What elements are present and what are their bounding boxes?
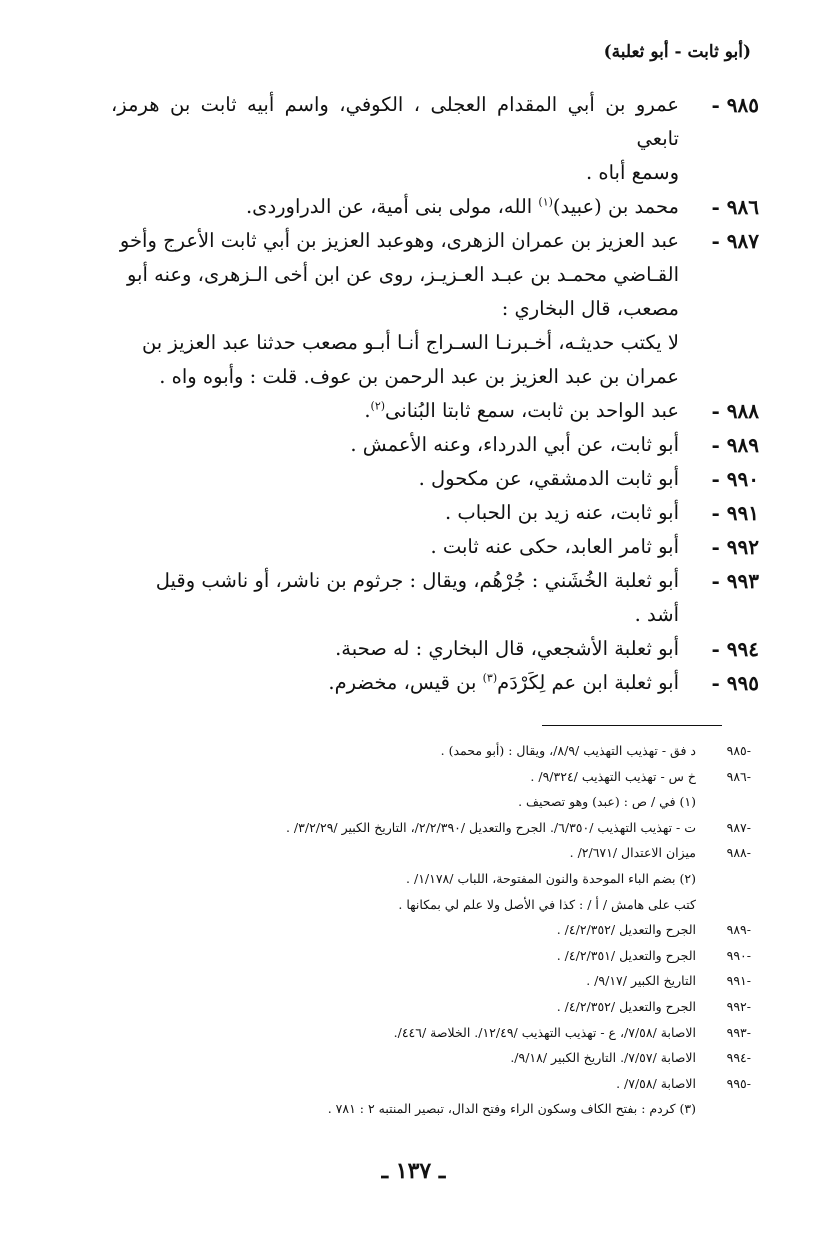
- entry: [111, 530, 759, 564]
- footnote: [71, 1096, 751, 1122]
- footnote: [71, 815, 751, 841]
- entry-number: ٩٨٦ -: [711, 195, 759, 219]
- footnote: [71, 892, 751, 918]
- entry-line-start: أبو ثعلبة ابن عم لِكَرْدَم: [497, 671, 679, 694]
- entry: [111, 224, 759, 394]
- footnote-text: (٢) بضم الباء الموحدة والنون المفتوحة، اللباب /١/١٧٨/ .: [406, 870, 696, 886]
- footnote-text: ت - تهذيب التهذيب /٦/٣٥٠/. الجرح والتعديل /٢/٢/٣٩٠/، التاريخ الكبير /٣/٢/٢٩/ .: [285, 819, 696, 835]
- footnote-divider: [542, 725, 722, 726]
- footnote: [71, 917, 751, 943]
- footnote-number: [696, 1096, 751, 1122]
- footnote-text: (١) في / ص : (عبد) وهو تصحيف .: [518, 794, 696, 810]
- entry: [111, 394, 759, 428]
- footnote: [71, 994, 751, 1020]
- footnote-marker: (٣): [482, 671, 498, 685]
- footnote-number: -٩٨٩: [726, 922, 751, 938]
- entry-text: [111, 564, 679, 632]
- footnote-number: -٩٩٣: [726, 1024, 751, 1040]
- footnote-text: الجرح والتعديل /٤/٢/٣٥٢/ .: [556, 922, 696, 938]
- entry-number: ٩٨٩ -: [711, 433, 759, 457]
- footnote-number: -٩٩٥: [726, 1075, 751, 1091]
- entries-list: [111, 88, 759, 700]
- footnote: [71, 840, 751, 866]
- entry-line: وسمع أباه .: [585, 161, 679, 184]
- footnote: [71, 1045, 751, 1071]
- entry-text: [111, 394, 679, 428]
- footnote: [71, 943, 751, 969]
- entry: [111, 190, 759, 224]
- entry: [111, 632, 759, 666]
- footnote-text: الاصابة /٧/٥٨/، ع - تهذيب التهذيب /١٢/٤٩/. الخلاصة /٤٤٦/.: [393, 1024, 696, 1040]
- entry-line: أبو ثامر العابد، حكى عنه ثابت .: [430, 535, 679, 558]
- entry: [111, 666, 759, 700]
- footnote-number: -٩٩٢: [726, 998, 751, 1014]
- footnote-text: الجرح والتعديل /٤/٢/٣٥١/ .: [556, 947, 696, 963]
- entry-line: عمرو بن أبي المقدام العجلى ، الكوفي، واسم أبيه ثابت بن هرمز، تابعي: [111, 93, 679, 150]
- entry-line-start: محمد بن (عبيد): [552, 195, 679, 218]
- entry-line: أبو ثابت الدمشقي، عن مكحول .: [418, 467, 679, 490]
- entry-number: ٩٩١ -: [711, 501, 759, 525]
- entry-text: [111, 666, 679, 700]
- entry-text: [111, 224, 679, 394]
- footnote: [71, 789, 751, 815]
- footnote-text: التاريخ الكبير /٩/١٧/ .: [586, 973, 696, 989]
- entry-line: مصعب، قال البخاري :: [501, 297, 679, 320]
- footnote: [71, 764, 751, 790]
- entry-line-end: بن قيس، مخضرم.: [328, 671, 483, 694]
- page-number: ـ ١٣٧ ـ: [381, 1158, 446, 1184]
- entry: [111, 428, 759, 462]
- entry-line-end: .: [364, 399, 371, 422]
- footnote-text: د فق - تهذيب التهذيب /٨/٩/، ويقال : (أبو محمد) .: [440, 743, 696, 758]
- entry-line: أبو ثابت، عنه زيد بن الحباب .: [445, 501, 679, 524]
- entry-line-start: عبد الواحد بن ثابت، سمع ثابتا البُنانى: [385, 399, 679, 422]
- footnote-text: الاصابة /٧/٥٨/ .: [616, 1075, 696, 1091]
- entry-line-end: الله، مولى بنى أمية، عن الدراوردى.: [245, 195, 539, 218]
- footnote-number: -٩٩٤: [726, 1050, 751, 1066]
- footnote-text: الجرح والتعديل /٤/٢/٣٥٢/ .: [556, 998, 696, 1014]
- footnote-number: -٩٨٦: [726, 768, 751, 784]
- footnote: [71, 1020, 751, 1046]
- footnote-number: -٩٨٧: [726, 819, 751, 835]
- entry-text: [111, 632, 679, 666]
- footnote-number: [696, 866, 751, 892]
- entry-line: القـاضي محمـد بن عبـد العـزيـز، روى عن ابن أخى الـزهرى، وعنه أبو: [126, 263, 679, 286]
- entry-text: [111, 462, 679, 496]
- entry: [111, 462, 759, 496]
- entry-number: ٩٩٠ -: [711, 467, 759, 491]
- footnote-number: -٩٩١: [726, 973, 751, 989]
- entry-line: أبو ثابت، عن أبي الدرداء، وعنه الأعمش .: [350, 433, 679, 456]
- footnote-number: -٩٨٨: [726, 845, 751, 861]
- footnote: [71, 866, 751, 892]
- footnote-marker: (١): [538, 195, 553, 209]
- entry-line: أبو ثعلبة الخُشَني : جُرْهُم، ويقال : جرثوم بن ناشر، أو ناشب وقيل: [155, 569, 679, 592]
- footnote-number: -٩٩٠: [726, 947, 751, 963]
- footnote-marker: (٢): [370, 399, 386, 413]
- footnote: [71, 1071, 751, 1097]
- entry-line: أبو ثعلبة الأشجعي، قال البخاري : له صحبة.: [335, 637, 679, 660]
- entry-number: ٩٩٢ -: [711, 535, 759, 559]
- entry-number: ٩٨٨ -: [711, 399, 759, 423]
- entry-line: لا يكتب حديثـه، أخـبرنـا السـراج أنـا أبـو مصعب حدثنا عبد العزيز بن: [141, 331, 679, 354]
- running-head: (أبو ثابت - أبو ثعلبة): [603, 42, 751, 62]
- entry: [111, 88, 759, 190]
- footnote-text: كتب على هامش / أ / : كذا في الأصل ولا علم لي بمكانها .: [398, 896, 696, 912]
- footnote-number: -٩٨٥: [726, 743, 751, 758]
- entry-number: ٩٨٥ -: [711, 93, 759, 117]
- entry-line: أشد .: [634, 603, 679, 626]
- footnote-text: (٣) كردم : بفتح الكاف وسكون الراء وفتح الدال، تبصير المنتبه ٢ : ٧٨١ .: [327, 1101, 696, 1117]
- footnotes-list: [71, 738, 751, 1122]
- entry-number: ٩٩٥ -: [711, 671, 759, 695]
- entry-text: [111, 190, 679, 224]
- footnote: [71, 968, 751, 994]
- entry-text: [111, 496, 679, 530]
- entry: [111, 564, 759, 632]
- footnote-number: [696, 789, 751, 815]
- entry-number: ٩٨٧ -: [711, 229, 759, 253]
- entry-number: ٩٩٤ -: [711, 637, 759, 661]
- footnote-number: [696, 892, 751, 918]
- entry-number: ٩٩٣ -: [711, 569, 759, 593]
- entry-line: عمران بن عبد العزيز بن عبد الرحمن بن عوف. قلت : وأبوه واه .: [159, 365, 679, 388]
- entry-text: [111, 88, 679, 190]
- entry-text: [111, 428, 679, 462]
- footnote-text: ميزان الاعتدال /٢/٦٧١/ .: [569, 845, 696, 861]
- entry: [111, 496, 759, 530]
- entry-text: [111, 530, 679, 564]
- footnote: [71, 738, 751, 764]
- footnote-text: خ س - تهذيب التهذيب /٩/٣٢٤/ .: [530, 768, 696, 784]
- footnote-text: الاصابة /٧/٥٧/. التاريخ الكبير /٩/١٨/.: [510, 1050, 696, 1066]
- entry-line: عبد العزيز بن عمران الزهرى، وهوعبد العزيز بن أبي ثابت الأعرج وأخو: [119, 229, 679, 252]
